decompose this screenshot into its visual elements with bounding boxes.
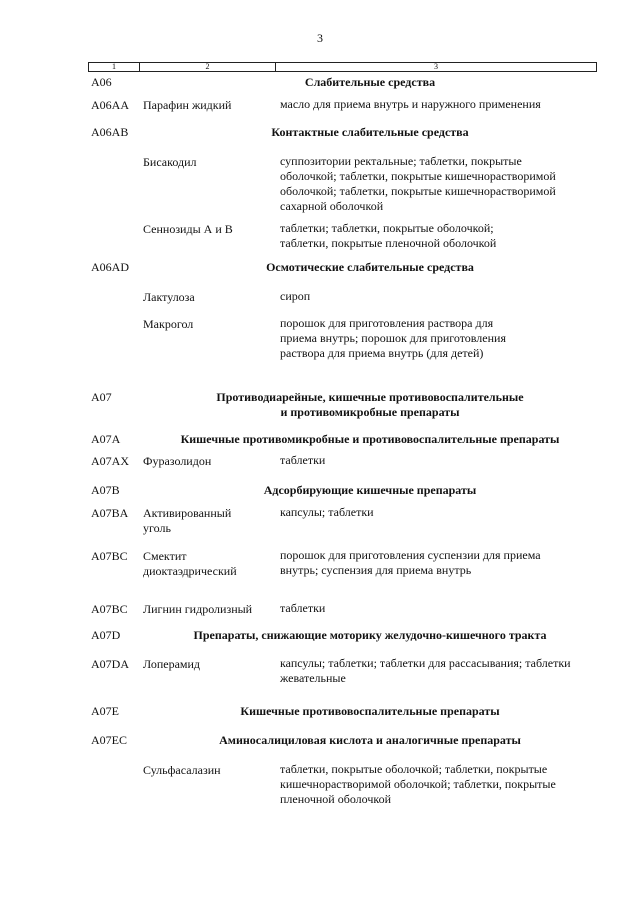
drug-name: Парафин жидкий: [143, 98, 232, 112]
atc-code: A07BA: [91, 506, 129, 520]
dosage-form: таблетки: [280, 453, 326, 467]
dosage-form: капсулы; таблетки; таблетки для рассасывания; таблетки жевательные: [280, 656, 571, 685]
dosage-form: порошок для приготовления суспензии для приема внутрь; суспензия для приема внутрь: [280, 548, 541, 577]
atc-code: A07BC: [91, 602, 128, 616]
dosage-form: масло для приема внутрь и наружного применения: [280, 97, 541, 111]
group-heading: Препараты, снижающие моторику желудочно-кишечного тракта: [193, 628, 547, 642]
drug-name: Бисакодил: [143, 155, 197, 169]
group-heading: Слабительные средства: [304, 75, 436, 89]
dosage-form: таблетки, покрытые оболочкой; таблетки, покрытые кишечнорастворимой оболочкой; таблетки, покрытые пленочной оболочкой: [280, 762, 556, 806]
drug-name: Лигнин гидролизный: [143, 602, 253, 616]
group-heading: Кишечные противовоспалительные препараты: [240, 704, 500, 718]
atc-code: A07A: [91, 432, 121, 446]
dosage-form: суппозитории ректальные; таблетки, покрытые оболочкой; таблетки, покрытые кишечнорастворимой оболочкой; таблетки, покрытые кишечнорастворимой сахарной оболочкой: [280, 154, 556, 213]
atc-code: A07E: [91, 704, 119, 718]
page-number: 3: [317, 31, 323, 45]
drug-name: Сульфасалазин: [143, 763, 221, 777]
atc-code: A07D: [91, 628, 121, 642]
column-header-2: 2: [205, 62, 210, 71]
dosage-form: сироп: [280, 289, 311, 303]
atc-code: A07: [91, 390, 112, 404]
group-heading: Осмотические слабительные средства: [266, 260, 474, 274]
drug-name: Лактулоза: [143, 290, 195, 304]
group-heading: Противодиарейные, кишечные противовоспалительные и противомикробные препараты: [216, 390, 524, 419]
dosage-form: порошок для приготовления раствора для приема внутрь; порошок для приготовления раствора для приема внутрь (для детей): [280, 316, 506, 360]
group-heading: Адсорбирующие кишечные препараты: [263, 483, 477, 497]
drug-name: Лоперамид: [143, 657, 201, 671]
atc-code: A07EC: [91, 733, 127, 747]
atc-code: A06: [91, 75, 112, 89]
drug-name: Смектит диоктаэдрический: [143, 549, 237, 578]
column-header-3: 3: [434, 62, 438, 71]
drug-name: Фуразолидон: [143, 454, 212, 468]
group-heading: Аминосалициловая кислота и аналогичные препараты: [219, 733, 521, 747]
atc-code: A07AX: [91, 454, 129, 468]
drug-name: Макрогол: [143, 317, 194, 331]
column-header-1: 1: [112, 62, 116, 71]
atc-code: A07BC: [91, 549, 128, 563]
drug-name: Сеннозиды А и В: [143, 222, 233, 236]
dosage-form: капсулы; таблетки: [280, 505, 374, 519]
atc-code: A07B: [91, 483, 120, 497]
dosage-form: таблетки; таблетки, покрытые оболочкой; таблетки, покрытые пленочной оболочкой: [280, 221, 497, 250]
column-header-row: [88, 62, 597, 72]
atc-code: A06AB: [91, 125, 129, 139]
group-heading: Контактные слабительные средства: [271, 125, 469, 139]
atc-code: A06AD: [91, 260, 129, 274]
atc-code: A07DA: [91, 657, 129, 671]
group-heading: Кишечные противомикробные и противовоспалительные препараты: [180, 432, 560, 446]
drug-name: Активированный уголь: [143, 506, 232, 535]
atc-code: A06AA: [91, 98, 129, 112]
dosage-form: таблетки: [280, 601, 326, 615]
